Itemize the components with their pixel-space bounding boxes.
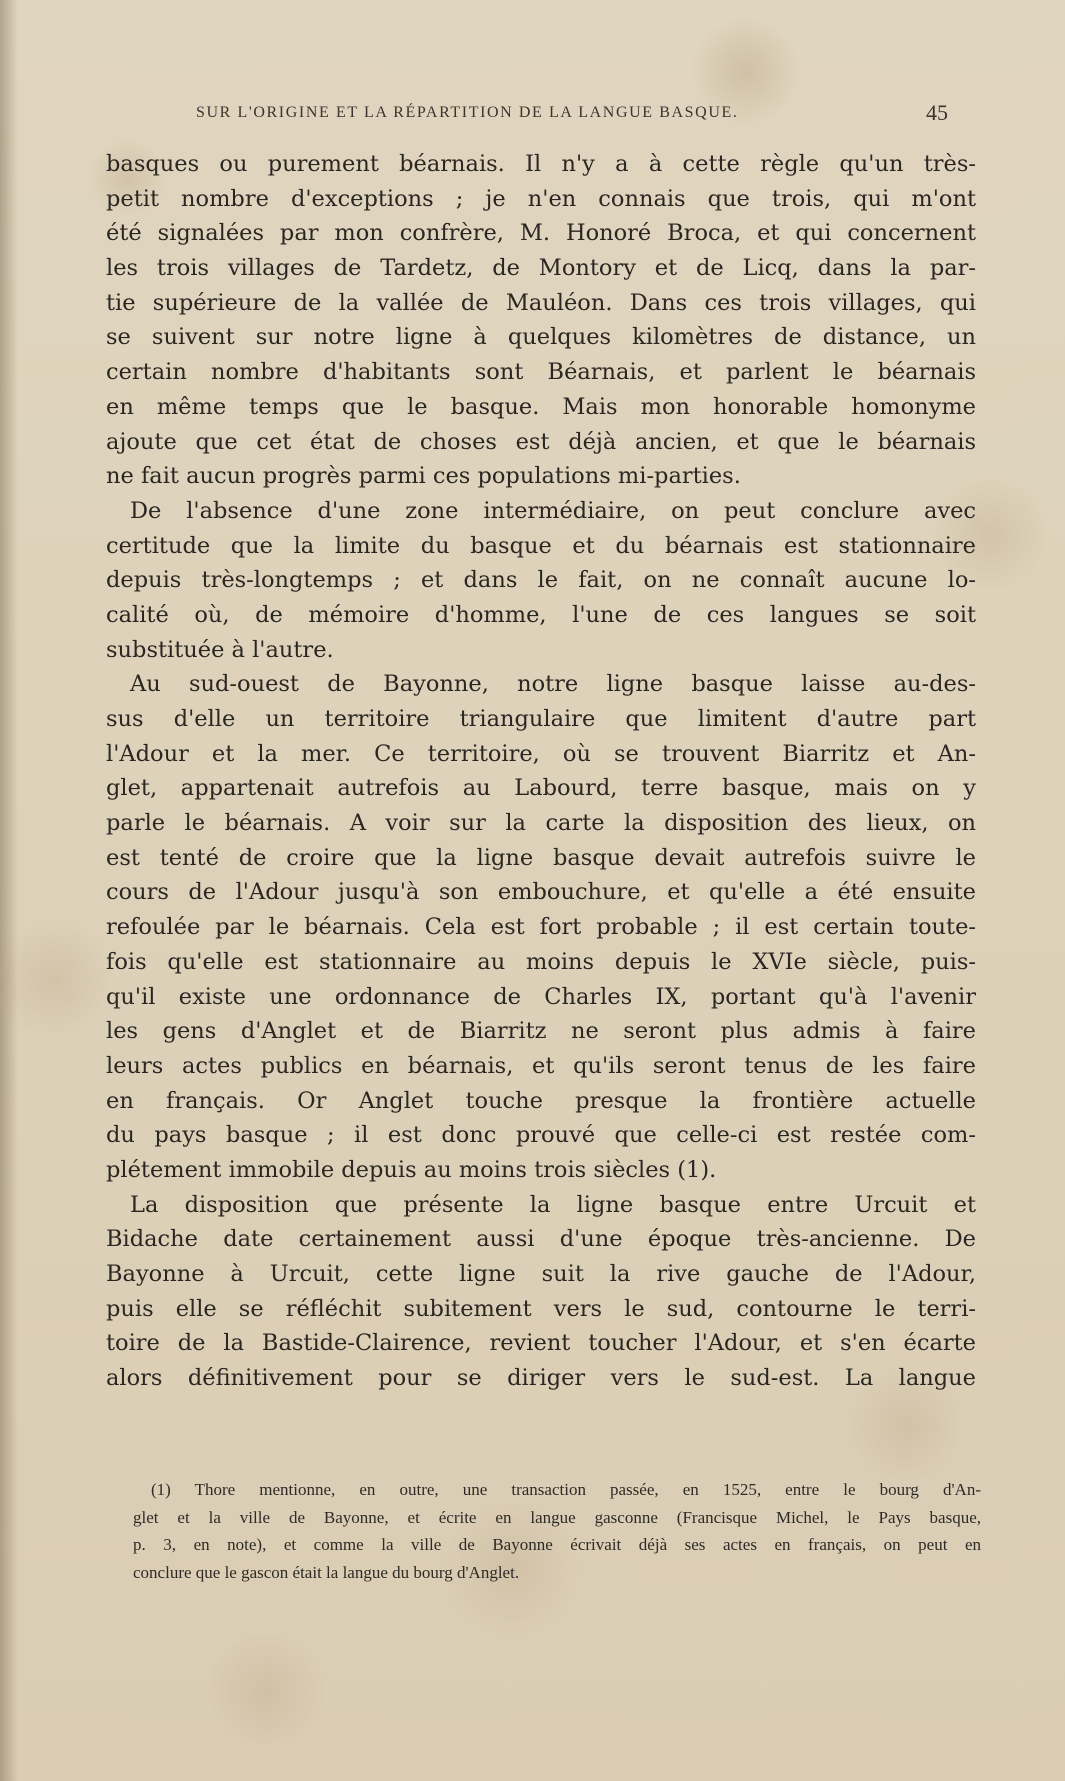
text-line: certain nombre d'habitants sont Béarnais, et parlent le béarnais [106, 359, 976, 386]
text-line: puis elle se réfléchit subitement vers le sud, contourne le terri- [106, 1295, 976, 1322]
text-line: est tenté de croire que la ligne basque devait autrefois suivre le [106, 844, 976, 871]
text-line: les trois villages de Tardetz, de Montory et de Licq, dans la par- [106, 255, 976, 282]
text-line: cours de l'Adour jusqu'à son embouchure, et qu'elle a été ensuite [106, 879, 976, 906]
text-line: qu'il existe une ordonnance de Charles IX, portant qu'à l'avenir [106, 983, 976, 1010]
footnote [133, 1476, 981, 1586]
text-line: Au sud-ouest de Bayonne, notre ligne basque laisse au-des- [130, 671, 976, 698]
text-line: sus d'elle un territoire triangulaire que limitent d'autre part [106, 706, 976, 732]
footnote-line: (1) Thore mentionne, en outre, une transaction passée, en 1525, entre le bourg d'An- [151, 1480, 981, 1499]
text-line: ne fait aucun progrès parmi ces populations mi-parties. [106, 463, 741, 490]
text-line: glet, appartenait autrefois au Labourd, terre basque, mais on y [106, 775, 976, 802]
text-line: toire de la Bastide-Clairence, revient toucher l'Adour, et s'en écarte [106, 1330, 976, 1357]
text-line: substituée à l'autre. [106, 636, 334, 663]
text-line: se suivent sur notre ligne à quelques kilomètres de distance, un [106, 324, 976, 351]
text-line: calité où, de mémoire d'homme, l'une de ces langues se soit [106, 601, 976, 628]
footnote-line: p. 3, en note), et comme la ville de Bayonne écrivait déjà ses actes en français, on peut en [133, 1535, 981, 1554]
footnote-line: glet et la ville de Bayonne, et écrite en langue gasconne (Francisque Michel, le Pays basque, [133, 1507, 981, 1527]
page-number: 45 [926, 100, 948, 125]
text-line: depuis très-longtemps ; et dans le fait, on ne connaît aucune lo- [106, 567, 976, 594]
text-line: du pays basque ; il est donc prouvé que celle-ci est restée com- [106, 1122, 976, 1149]
text-line: Bidache date certainement aussi d'une époque très-ancienne. De [106, 1226, 976, 1253]
text-line: refoulée par le béarnais. Cela est fort probable ; il est certain toute- [106, 914, 976, 941]
text-line: Bayonne à Urcuit, cette ligne suit la rive gauche de l'Adour, [106, 1261, 976, 1287]
text-line: petit nombre d'exceptions ; je n'en connais que trois, qui m'ont [106, 185, 976, 212]
text-line: alors définitivement pour se diriger vers le sud-est. La langue [106, 1365, 976, 1392]
text-line: certitude que la limite du basque et du béarnais est stationnaire [106, 532, 976, 559]
text-line: fois qu'elle est stationnaire au moins depuis le XVIe siècle, puis- [106, 948, 976, 975]
text-line: ajoute que cet état de choses est déjà ancien, et que le béarnais [106, 428, 976, 455]
footnote-line: conclure que le gascon était la langue du bourg d'Anglet. [133, 1562, 520, 1582]
text-line: De l'absence d'une zone intermédiaire, on peut conclure avec [130, 497, 976, 524]
text-line: en même temps que le basque. Mais mon honorable homonyme [106, 393, 976, 420]
body-text [106, 147, 976, 1396]
page-edge-shadow [0, 0, 18, 1781]
text-line: leurs actes publics en béarnais, et qu'ils seront tenus de les faire [106, 1052, 976, 1079]
text-line: en français. Or Anglet touche presque la frontière actuelle [106, 1087, 976, 1114]
text-line: été signalées par mon confrère, M. Honoré Broca, et qui concernent [106, 220, 976, 247]
text-line: La disposition que présente la ligne basque entre Urcuit et [130, 1191, 976, 1218]
running-head: SUR L'ORIGINE ET LA RÉPARTITION DE LA LANGUE BASQUE. [196, 104, 739, 121]
text-line: plétement immobile depuis au moins trois siècles (1). [106, 1156, 717, 1183]
text-line: les gens d'Anglet et de Biarritz ne seront plus admis à faire [106, 1018, 976, 1045]
text-line: basques ou purement béarnais. Il n'y a à cette règle qu'un très- [106, 151, 976, 177]
text-line: l'Adour et la mer. Ce territoire, où se trouvent Biarritz et An- [106, 740, 976, 767]
text-line: parle le béarnais. A voir sur la carte la disposition des lieux, on [106, 810, 976, 837]
text-line: tie supérieure de la vallée de Mauléon. Dans ces trois villages, qui [106, 289, 976, 316]
